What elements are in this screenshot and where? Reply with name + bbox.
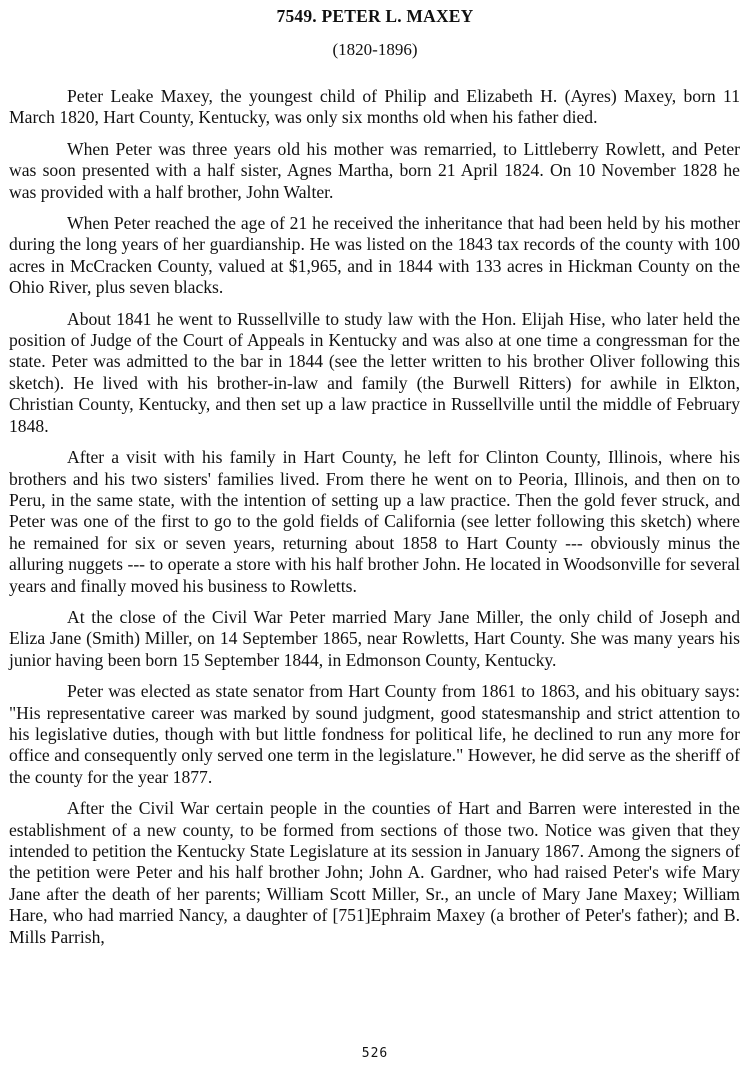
paragraph-law-study: About 1841 he went to Russellville to study law with the Hon. Elijah Hise, who later held the position of Judge of the Court of Appeals in Kentucky and was also at one time a congressman for the state. Peter was admitted to the bar in 1844 (see the letter written to his brother Oliver following this sketch). He lived with his brother-in-law and family (the Burwell Ritters) for awhile in Elkton, Christian County, Kentucky, and then set up a law practice in Russellville until the middle of February 1848. xyxy=(9,308,740,436)
paragraph-birth: Peter Leake Maxey, the youngest child of Philip and Elizabeth H. (Ayres) Maxey, born 11 March 1820, Hart County, Kentucky, was only six months old when his father died. xyxy=(9,86,740,128)
life-dates: (1820-1896) xyxy=(332,40,418,59)
paragraph-new-county: After the Civil War certain people in the counties of Hart and Barren were interested in the establishment of a new county, to be formed from sections of those two. Notice was given that they intended to petition the Kentucky State Legislature at its session in January 1867. Among the signers of the petition were Peter and his half brother John; John A. Gardner, who had raised Peter's wife Mary Jane after the death of her parents; William Scott Miller, Sr., an uncle of Mary Jane Maxey; William Hare, who had married Nancy, a daughter of [751]Ephraim Maxey (a brother of Peter's father); and B. Mills Parrish, xyxy=(9,798,740,947)
paragraph-marriage: At the close of the Civil War Peter married Mary Jane Miller, the only child of Joseph and Eliza Jane (Smith) Miller, on 14 September 1865, near Rowletts, Hart County. She was many years his junior having been born 15 September 1844, in Edmonson County, Kentucky. xyxy=(9,606,740,670)
page-number: 526 xyxy=(361,1046,389,1061)
document-body xyxy=(9,86,740,958)
paragraph-gold-rush: After a visit with his family in Hart County, he left for Clinton County, Illinois, where his brothers and his two sisters' families lived. From there he went on to Peoria, Illinois, and then on to Peru, in the same state, with the intention of setting up a law practice. Then the gold fever struck, and Peter was one of the first to go to the gold fields of California (see letter following this sketch) where he remained for six or seven years, returning about 1858 to Hart County --- obviously minus the alluring nuggets --- to operate a store with his half brother John. He located in Woodsonville for several years and finally moved his business to Rowletts. xyxy=(9,447,740,596)
page-title: 7549. PETER L. MAXEY xyxy=(276,6,474,26)
paragraph-inheritance: When Peter reached the age of 21 he received the inheritance that had been held by his mother during the long years of her guardianship. He was listed on the 1843 tax records of the county with 100 acres in McCracken County, valued at $1,965, and in 1844 with 133 acres in Hickman County on the Ohio River, plus seven blacks. xyxy=(9,213,740,298)
paragraph-remarriage: When Peter was three years old his mother was remarried, to Littleberry Rowlett, and Peter was soon presented with a half sister, Agnes Martha, born 21 April 1824. On 10 November 1828 he was provided with a half brother, John Walter. xyxy=(9,138,740,202)
paragraph-senator: Peter was elected as state senator from Hart County from 1861 to 1863, and his obituary says: "His representative career was marked by sound judgment, good statesmanship and strict attention to his legislative duties, though with but little fondness for political life, he declined to run any more for office and consequently only served one term in the legislature." However, he did serve as the sheriff of the county for the year 1877. xyxy=(9,681,740,787)
